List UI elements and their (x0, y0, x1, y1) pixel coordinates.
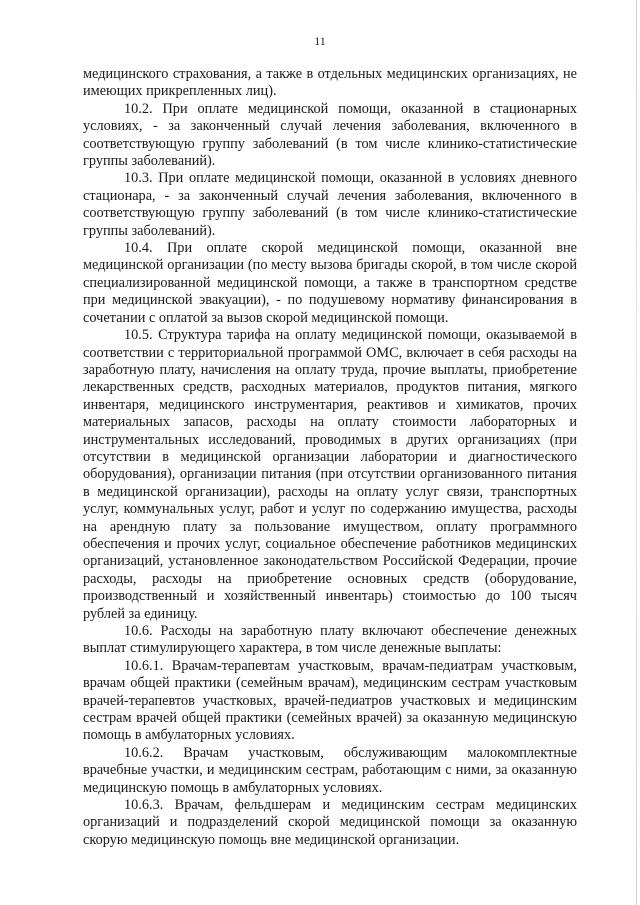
document-body (83, 66, 577, 849)
paragraph-continuation: медицинского страхования, а также в отдельных медицинских организациях, не имеющих прикрепленных лиц). (83, 66, 577, 100)
paragraph-10-6-3: 10.6.3. Врачам, фельдшерам и медицинским сестрам медицинских организаций и подразделений скорой медицинской помощи за оказанную скорую медицинскую помощь вне медицинской организации. (83, 797, 577, 848)
paragraph-10-6-2: 10.6.2. Врачам участковым, обслуживающим малокомплектные врачебные участки, и медицинским сестрам, работающим с ними, за оказанную медицинскую помощь в амбулаторных условиях. (83, 744, 577, 796)
paragraph-10-6: 10.6. Расходы на заработную плату включают обеспечение денежных выплат стимулирующего характера, в том числе денежные выплаты: (83, 623, 577, 657)
paragraph-10-3: 10.3. При оплате медицинской помощи, оказанной в условиях дневного стационара, - за законченный случай лечения заболевания, включенного в соответствующую группу заболеваний (в том числе клинико-статистические группы заболеваний). (83, 170, 577, 239)
page-edge (636, 0, 637, 905)
paragraph-10-6-1: 10.6.1. Врачам-терапевтам участковым, врачам-педиатрам участковым, врачам общей практики (семейным врачам), медицинским сестрам участковым врачей-терапевтов участковых, врачей-педиатров участковых и медицинским сестрам врачей общей практики (семейных врачей) за оказанную медицинскую помощь в амбулаторных условиях. (83, 657, 577, 744)
page-number: 11 (314, 34, 326, 48)
paragraph-10-2: 10.2. При оплате медицинской помощи, оказанной в стационарных условиях, - за законченный случай лечения заболевания, включенного в соответствующую группу заболеваний (в том числе клинико-статистические группы заболеваний). (83, 100, 577, 170)
paragraph-10-4: 10.4. При оплате скорой медицинской помощи, оказанной вне медицинской организации (по месту вызова бригады скорой, в том числе скорой специализированной медицинской помощи, а также в транспортном средстве при медицинской эвакуации), - по подушевому нормативу финансирования в сочетании с оплатой за вызов скорой медицинской помощи. (83, 240, 577, 326)
paragraph-10-5: 10.5. Структура тарифа на оплату медицинской помощи, оказываемой в соответствии с территориальной программой ОМС, включает в себя расходы на заработную плату, начисления на оплату труда, прочие выплаты, приобретение лекарственных средств, расходных материалов, продуктов питания, мягкого инвентаря, медицинского инструментария, реактивов и химикатов, прочих материальных запасов, расходы на оплату стоимости лабораторных и инструментальных исследований, проводимых в других организациях (при отсутствии в медицинской организации лаборатории и диагностического оборудования), организации питания (при отсутствии организованного питания в медицинской организации), расходы на оплату услуг связи, транспортных услуг, коммунальных услуг, работ и услуг по содержанию имущества, расходы на арендную плату за пользование имуществом, оплату программного обеспечения и прочих услуг, социальное обеспечение работников медицинских организаций, установленное законодательством Российской Федерации, прочие расходы, расходы на приобретение основных средств (оборудование, производственный и хозяйственный инвентарь) стоимостью до 100 тысяч рублей за единицу. (83, 327, 577, 622)
